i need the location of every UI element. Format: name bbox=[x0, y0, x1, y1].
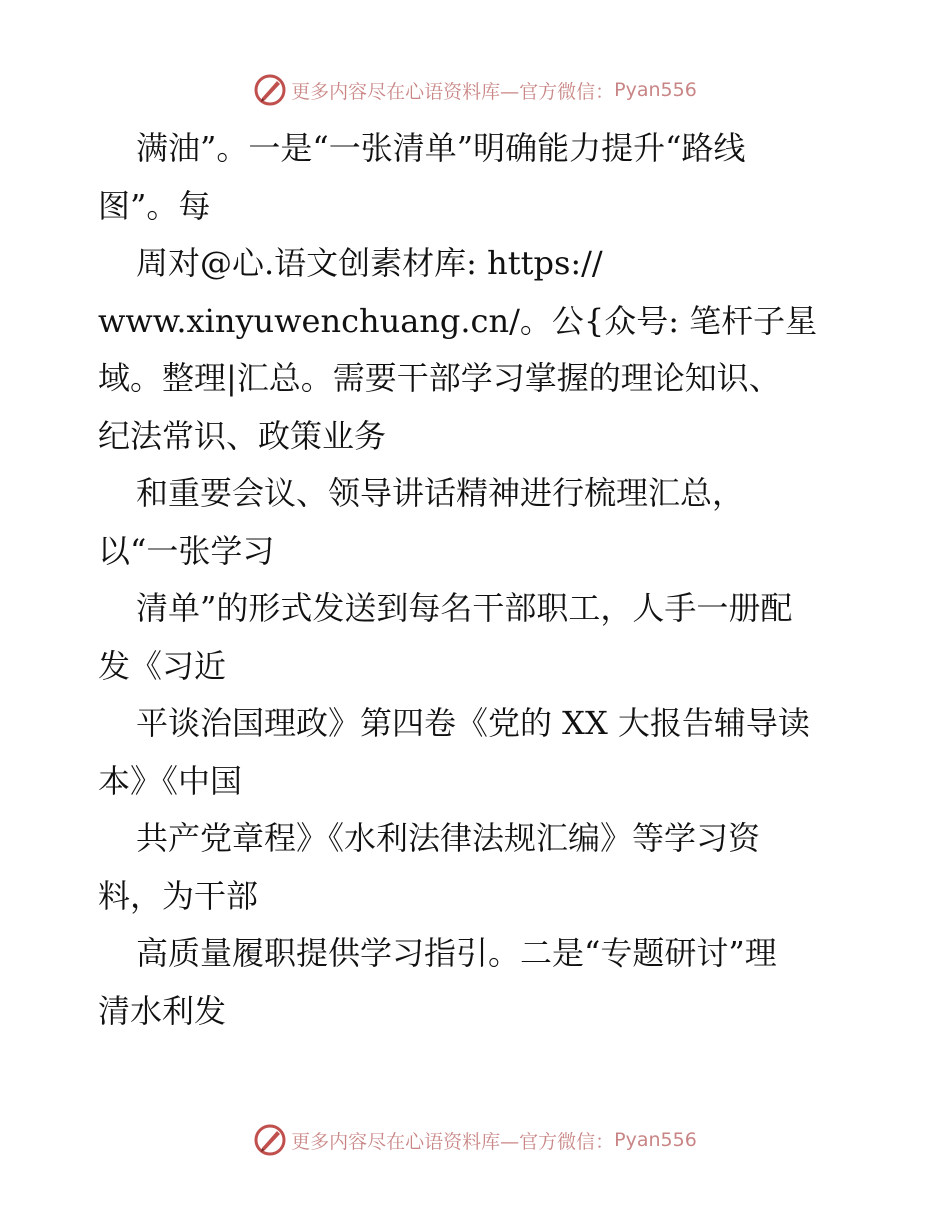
body-line: 料，为干部 bbox=[98, 876, 259, 915]
header-banner-text: 更多内容尽在心语资料库—官方微信： bbox=[291, 80, 615, 103]
footer-banner bbox=[0, 1120, 950, 1160]
header-banner-contact: Pyan556 bbox=[614, 79, 697, 101]
body-line: www.xinyuwenchuang.cn/。公{众号: 笔杆子星 bbox=[98, 301, 818, 340]
header-banner bbox=[0, 70, 950, 110]
body-line: 周对@心.语文创素材库: https:// bbox=[136, 244, 603, 282]
footer-banner-contact: Pyan556 bbox=[614, 1129, 697, 1151]
body-line: 高质量履职提供学习指引。二是“专题研讨”理 bbox=[136, 934, 777, 972]
pen-logo-icon bbox=[253, 73, 287, 107]
footer-banner-text: 更多内容尽在心语资料库—官方微信： bbox=[291, 1130, 615, 1153]
body-line: 满油”。一是“一张清单”明确能力提升“路线 bbox=[136, 129, 746, 167]
body-line: 纪法常识、政策业务 bbox=[98, 416, 387, 455]
body-line: 清水利发 bbox=[98, 991, 227, 1030]
body-line: 域。整理|汇总。需要干部学习掌握的理论知识、 bbox=[98, 359, 781, 397]
body-line: 图”。每 bbox=[98, 186, 211, 225]
pen-logo-icon bbox=[253, 1123, 287, 1157]
body-line: 清单”的形式发送到每名干部职工，人手一册配 bbox=[136, 589, 793, 627]
body-line: 以“一张学习 bbox=[98, 531, 275, 570]
body-line: 发《习近 bbox=[98, 646, 227, 685]
body-line: 共产党章程》《水利法律法规汇编》等学习资 bbox=[136, 819, 761, 857]
document-body bbox=[98, 120, 858, 1040]
body-line: 和重要会议、领导讲话精神进行梳理汇总， bbox=[136, 474, 745, 512]
body-line: 平谈治国理政》第四卷《党的 XX 大报告辅导读 bbox=[136, 704, 810, 742]
body-line: 本》《中国 bbox=[98, 761, 243, 800]
